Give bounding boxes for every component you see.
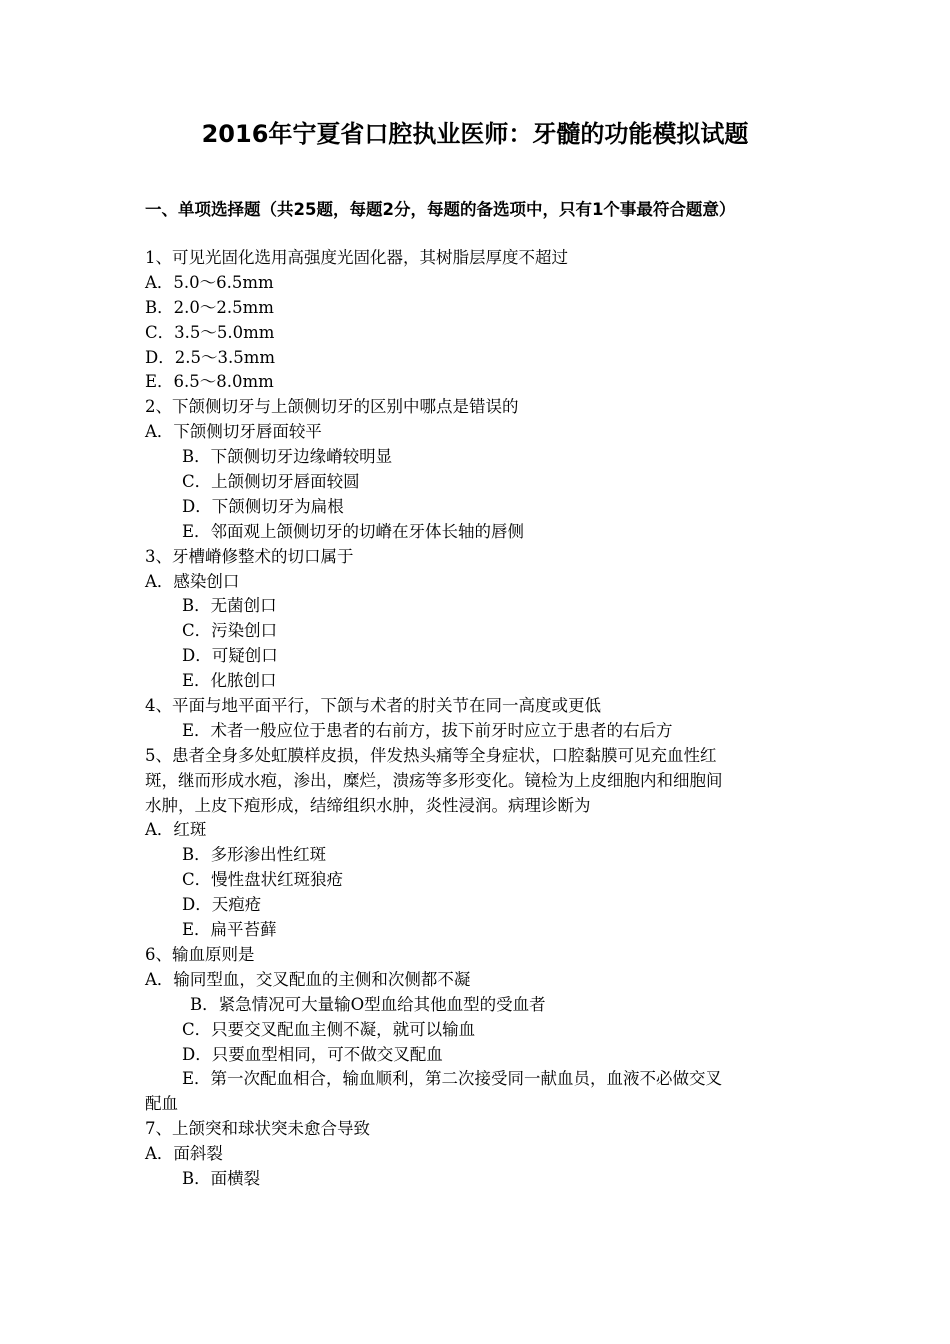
option-line: E．扁平苔藓 — [182, 920, 277, 940]
page-title: 2016年宁夏省口腔执业医师：牙髓的功能模拟试题 — [201, 120, 749, 148]
option-line: C．上颌侧切牙唇面较圆 — [182, 472, 360, 492]
question-5-continued: 水肿，上皮下疱形成，结缔组织水肿，炎性浸润。病理诊断为 — [145, 795, 591, 815]
question-1: 1、可见光固化选用高强度光固化器，其树脂层厚度不超过 — [145, 248, 568, 267]
option-line: D．2.5～3.5mm — [145, 347, 276, 367]
option-line: B．无菌创口 — [182, 596, 277, 616]
option-line: C．污染创口 — [182, 621, 278, 641]
option-line: A．下颌侧切牙唇面较平 — [145, 422, 322, 442]
question-4: 4、平面与地平面平行，下颌与术者的肘关节在同一高度或更低 — [145, 696, 601, 716]
option-line: B．多形渗出性红斑 — [182, 845, 327, 865]
option-line: D．只要血型相同，可不做交叉配血 — [182, 1044, 443, 1064]
question-6: 6、输血原则是 — [145, 944, 255, 964]
option-line: E．邻面观上颌侧切牙的切嵴在牙体长轴的唇侧 — [182, 521, 525, 541]
option-line: A．5.0～6.5mm — [145, 272, 274, 292]
option-line: C．慢性盘状红斑狼疮 — [182, 870, 344, 890]
option-line: B．面横裂 — [182, 1168, 261, 1188]
option-line: B．紧急情况可大量输O型血给其他血型的受血者 — [190, 994, 546, 1014]
question-3: 3、牙槽嵴修整术的切口属于 — [145, 546, 354, 566]
option-line: B．下颌侧切牙边缘嵴较明显 — [182, 447, 393, 467]
option-line: E．第一次配血相合，输血顺利，第二次接受同一献血员，血液不必做交叉 — [182, 1069, 723, 1089]
option-line: D．下颌侧切牙为扁根 — [182, 496, 344, 516]
option-line: E．6.5～8.0mm — [145, 372, 274, 392]
section-heading: 一、单项选择题（共25题，每题2分，每题的备选项中，只有1个事最符合题意） — [145, 200, 736, 219]
question-5: 5、患者全身多处虹膜样皮损，伴发热头痛等全身症状，口腔黏膜可见充血性红 — [145, 745, 717, 765]
option-continued: 配血 — [145, 1094, 178, 1114]
option-line: B．2.0～2.5mm — [145, 297, 274, 317]
option-line: A．输同型血，交叉配血的主侧和次侧都不凝 — [145, 969, 471, 989]
question-list — [0, 246, 950, 1192]
option-line: D．可疑创口 — [182, 646, 278, 666]
option-line: A．红斑 — [145, 820, 207, 840]
question-7: 7、上颌突和球状突未愈合导致 — [145, 1119, 370, 1139]
option-line: C．3.5～5.0mm — [145, 322, 275, 342]
option-line: D．天疱疮 — [182, 895, 262, 915]
question-2: 2、下颌侧切牙与上颌侧切牙的区别中哪点是错误的 — [145, 397, 519, 417]
option-line: E．术者一般应位于患者的右前方，拔下前牙时应立于患者的右后方 — [182, 720, 673, 740]
option-line: C．只要交叉配血主侧不凝，就可以输血 — [182, 1019, 476, 1039]
option-line: A．感染创口 — [145, 571, 240, 591]
option-line: A．面斜裂 — [145, 1144, 223, 1164]
question-5-continued: 斑，继而形成水疱，渗出，糜烂，溃疡等多形变化。镜检为上皮细胞内和细胞间 — [145, 770, 723, 790]
option-line: E．化脓创口 — [182, 671, 277, 691]
